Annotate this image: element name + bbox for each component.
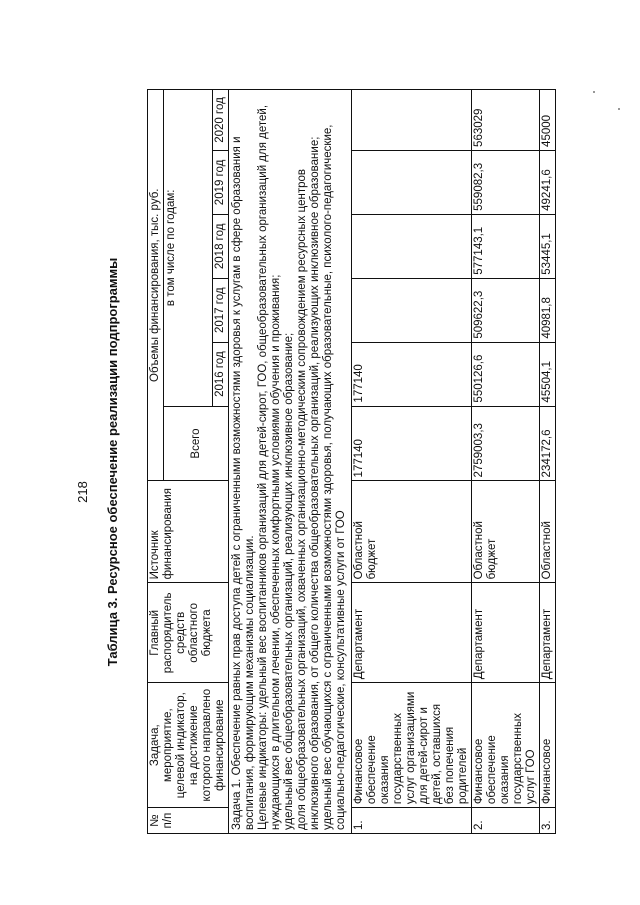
table-row <box>472 90 540 834</box>
row-distributor: Департамент <box>352 583 472 683</box>
row-name: Финансовое обеспечение оказания государственных услуг ГОО <box>472 683 540 808</box>
row-distributor: Департамент <box>472 583 540 683</box>
header-task: Задача, мероприятие, целевой индикатор, на достижение которого направлено финансирование <box>148 683 229 808</box>
row-num: 2. <box>472 808 540 834</box>
row-distributor: Департамент <box>540 583 556 683</box>
row-num: 1. <box>352 808 472 834</box>
row-2016: 550126,6 <box>472 342 540 406</box>
row-total: 2759003,3 <box>472 406 540 481</box>
row-total: 177140 <box>352 406 472 481</box>
header-total: Всего <box>164 406 229 481</box>
row-2019: 49241,6 <box>540 150 556 214</box>
row-2017: 40981,8 <box>540 278 556 342</box>
task-row <box>229 90 352 834</box>
row-source: Областной бюджет <box>352 481 472 583</box>
row-total: 234172,6 <box>540 406 556 481</box>
header-volumes: Объемы финансирования, тыс. руб. <box>148 90 164 481</box>
row-2017 <box>352 278 472 342</box>
row-2020: 45000 <box>540 90 556 151</box>
row-2020: 563029 <box>472 90 540 151</box>
header-distributor: Главный распорядитель средств областного бюджета <box>148 583 229 683</box>
row-2020 <box>352 90 472 151</box>
task-line: удельный вес общеобразовательных организаций, реализующих инклюзивное образование; <box>283 332 295 830</box>
header-year: 2017 год <box>213 278 229 342</box>
row-source: Областной <box>540 481 556 583</box>
row-source: Областной бюджет <box>472 481 540 583</box>
table-title: Таблица 3. Ресурсное обеспечение реализации подпрограммы <box>105 257 120 667</box>
task-line: доля общеобразовательных организаций, охваченных организационно-методическим сопровождением ресурсных центров инклюзивного образования, от общего количества общеобразовательных организаций, реализующих инклюзивное образование; <box>296 136 321 830</box>
task-line: Задача 1. Обеспечение равных прав доступа детей с ограниченными возможностями здоровья к услугам в сфере образования и воспитания, формирующим механизмы социализации. <box>231 136 256 830</box>
row-2016: 177140 <box>352 342 472 406</box>
header-by-years: в том числе по годам: <box>164 90 213 407</box>
row-2016: 45504,1 <box>540 342 556 406</box>
header-row <box>148 90 164 834</box>
header-year: 2016 год <box>213 342 229 406</box>
page-number: 218 <box>75 481 90 503</box>
task-line: удельный вес обучающихся с ограниченными возможностями здоровья, получающих образовательные, психолого-педагогические, социально-педагогические, консультативные услуги от ГОО <box>322 124 347 830</box>
header-year: 2019 год <box>213 150 229 214</box>
row-2018: 577143,1 <box>472 214 540 278</box>
header-year: 2018 год <box>213 214 229 278</box>
row-2018: 53445,1 <box>540 214 556 278</box>
row-2019: 559082,3 <box>472 150 540 214</box>
resource-table <box>147 89 556 834</box>
task-description <box>229 90 352 834</box>
row-2017: 509622,3 <box>472 278 540 342</box>
table-row <box>540 90 556 834</box>
row-num: 3. <box>540 808 556 834</box>
header-source: Источник финансирования <box>148 481 229 583</box>
row-name: Финансовое обеспечение оказания государственных услуг организациями для детей-сирот и детей, оставшихся без попечения родителей <box>352 683 472 808</box>
row-2018 <box>352 214 472 278</box>
row-2019 <box>352 150 472 214</box>
header-year: 2020 год <box>213 90 229 151</box>
row-name: Финансовое <box>540 683 556 808</box>
task-line: Целевые индикаторы: удельный вес воспитанников организаций для детей-сирот, ГОО, общеобразовательных организаций для детей, нуждающихся в длительном лечении, обеспеченных комфортными условиями обучения и проживания; <box>257 104 282 830</box>
rotated-page <box>75 82 625 842</box>
table-row <box>352 90 472 834</box>
header-num: № п/п <box>148 808 229 834</box>
